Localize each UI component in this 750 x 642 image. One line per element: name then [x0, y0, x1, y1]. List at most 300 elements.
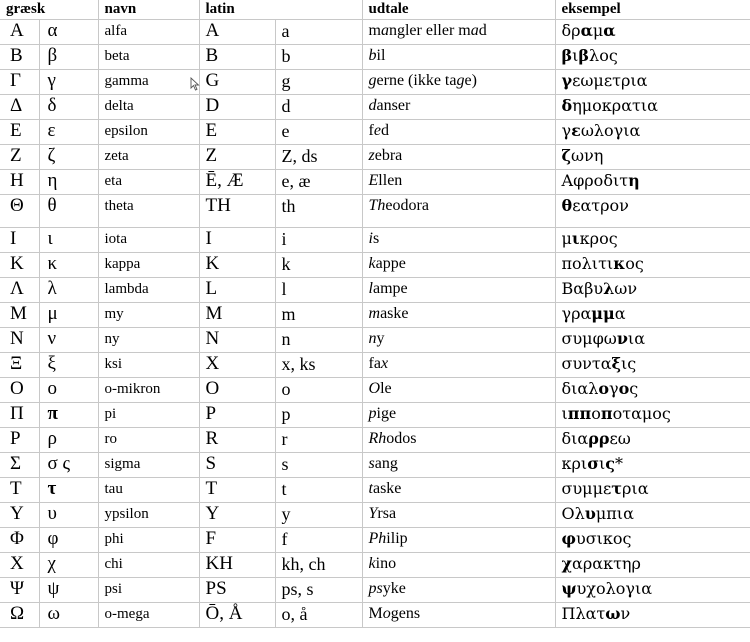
latin-lowercase-cell: e: [275, 120, 362, 145]
pronunciation-highlight: s: [368, 455, 375, 472]
greek-lowercase-cell: ο: [39, 378, 98, 403]
pronunciation-text: e): [464, 72, 477, 89]
table-row: [0, 170, 750, 195]
pronunciation-cell: [362, 603, 555, 628]
greek-uppercase-cell: Ξ: [0, 353, 39, 378]
example-highlight: η: [628, 171, 640, 190]
latin-uppercase-cell: KH: [199, 553, 275, 578]
greek-uppercase-cell: Ν: [0, 328, 39, 353]
greek-uppercase-cell: Ω: [0, 603, 39, 628]
example-word-cell: [555, 553, 750, 578]
example-highlight: κ: [613, 254, 626, 273]
pronunciation-cell: [362, 278, 555, 303]
pronunciation-cell: [362, 228, 555, 253]
example-text: ος: [625, 254, 644, 273]
pronunciation-cell: [362, 503, 555, 528]
example-highlight: α: [580, 21, 593, 40]
header-row: [0, 0, 750, 20]
latin-uppercase-cell: F: [199, 528, 275, 553]
pronunciation-text: y: [376, 330, 385, 347]
pronunciation-text: ngler eller m: [388, 22, 471, 39]
example-text: α: [614, 304, 626, 323]
greek-lowercase-cell: ν: [39, 328, 98, 353]
example-text: Βαβυ: [561, 279, 604, 298]
example-text: υσικος: [576, 529, 632, 548]
example-highlight: ω: [605, 604, 621, 623]
example-highlight: ν: [616, 329, 628, 348]
pronunciation-cell: [362, 120, 555, 145]
pronunciation-text: le: [380, 380, 392, 397]
pronunciation-cell: [362, 253, 555, 278]
example-word-cell: [555, 20, 750, 45]
pronunciation-text: eodora: [385, 197, 429, 214]
greek-uppercase-cell: Ε: [0, 120, 39, 145]
latin-uppercase-cell: A: [199, 20, 275, 45]
greek-uppercase-cell: Κ: [0, 253, 39, 278]
example-word-cell: [555, 478, 750, 503]
table-row: [0, 303, 750, 328]
pronunciation-cell: [362, 70, 555, 95]
greek-uppercase-cell: Μ: [0, 303, 39, 328]
pronunciation-cell: [362, 453, 555, 478]
table-row: [0, 70, 750, 95]
pronunciation-text: d: [478, 22, 487, 39]
table-row: [0, 278, 750, 303]
example-text: υχολογια: [576, 579, 653, 598]
pronunciation-text: ilip: [386, 530, 408, 547]
pronunciation-highlight: g: [368, 72, 377, 89]
example-text: ρια: [622, 479, 649, 498]
greek-uppercase-cell: Ι: [0, 228, 39, 253]
greek-lowercase-cell: ξ: [39, 353, 98, 378]
header-latin: latin: [199, 0, 362, 20]
table-row: [0, 253, 750, 278]
example-text: συμφω: [561, 329, 617, 348]
example-highlight: τ: [611, 479, 623, 498]
header-eksempel: eksempel: [555, 0, 750, 20]
pronunciation-cell: [362, 303, 555, 328]
pronunciation-cell: [362, 478, 555, 503]
latin-lowercase-cell: d: [275, 95, 362, 120]
pronunciation-text: gens: [390, 605, 421, 622]
table-row: [0, 503, 750, 528]
greek-lowercase-cell: ι: [39, 228, 98, 253]
example-text: ι: [599, 454, 606, 473]
pronunciation-highlight: e: [373, 122, 381, 139]
latin-lowercase-cell: g: [275, 70, 362, 95]
example-highlight: δ: [561, 96, 573, 115]
example-text: ο: [591, 404, 601, 423]
table-row: [0, 20, 750, 45]
greek-uppercase-cell: Ψ: [0, 578, 39, 603]
table-row: [0, 453, 750, 478]
greek-lowercase-cell: χ: [39, 553, 98, 578]
table-row: [0, 403, 750, 428]
pronunciation-text: f: [368, 122, 374, 139]
example-text: συμμε: [561, 479, 612, 498]
pronunciation-cell: [362, 45, 555, 70]
example-word-cell: [555, 195, 750, 228]
greek-lowercase-cell: κ: [39, 253, 98, 278]
pronunciation-text: m: [368, 22, 381, 39]
example-word-cell: [555, 503, 750, 528]
latin-uppercase-cell: O: [199, 378, 275, 403]
pronunciation-text: ebra: [374, 147, 403, 164]
example-highlight: υ: [584, 504, 596, 523]
pronunciation-text: erne (ikke ta: [376, 72, 457, 89]
latin-uppercase-cell: PS: [199, 578, 275, 603]
latin-lowercase-cell: f: [275, 528, 362, 553]
example-word-cell: [555, 303, 750, 328]
pronunciation-cell: [362, 528, 555, 553]
greek-lowercase-cell: ρ: [39, 428, 98, 453]
pronunciation-highlight: t: [368, 480, 373, 497]
greek-lowercase-cell: φ: [39, 528, 98, 553]
latin-uppercase-cell: Y: [199, 503, 275, 528]
example-word-cell: [555, 145, 750, 170]
example-text: μπια: [595, 504, 634, 523]
latin-lowercase-cell: r: [275, 428, 362, 453]
latin-uppercase-cell: E: [199, 120, 275, 145]
example-highlight: β: [578, 46, 590, 65]
pronunciation-text: odos: [386, 430, 417, 447]
pronunciation-cell: [362, 170, 555, 195]
greek-uppercase-cell: Β: [0, 45, 39, 70]
example-word-cell: [555, 578, 750, 603]
letter-name-cell: kappa: [98, 253, 199, 278]
pronunciation-highlight: b: [368, 47, 377, 64]
letter-name-cell: ny: [98, 328, 199, 353]
greek-lowercase-cell: ζ: [39, 145, 98, 170]
example-text: Αφροδιτ: [561, 171, 629, 190]
example-word-cell: [555, 528, 750, 553]
greek-uppercase-cell: Χ: [0, 553, 39, 578]
pronunciation-text: ige: [376, 405, 397, 422]
example-highlight: ζ: [561, 146, 571, 165]
example-highlight: μμ: [591, 304, 615, 323]
example-text: *: [615, 454, 624, 473]
pronunciation-highlight: Y: [368, 505, 378, 522]
greek-lowercase-cell: ε: [39, 120, 98, 145]
example-text: πολιτι: [561, 254, 614, 273]
pronunciation-highlight: ps: [368, 580, 383, 597]
pronunciation-cell: [362, 195, 555, 228]
example-text: κρος: [579, 229, 618, 248]
pronunciation-highlight: x: [380, 355, 389, 372]
pronunciation-text: anser: [376, 97, 411, 114]
example-text: ι: [572, 46, 579, 65]
example-text: Ολ: [561, 504, 585, 523]
table-row: [0, 378, 750, 403]
example-word-cell: [555, 228, 750, 253]
pronunciation-highlight: n: [368, 330, 377, 347]
latin-lowercase-cell: kh, ch: [275, 553, 362, 578]
letter-name-cell: theta: [98, 195, 199, 228]
greek-uppercase-cell: Θ: [0, 195, 39, 228]
greek-uppercase-cell: Τ: [0, 478, 39, 503]
pronunciation-text: M: [368, 605, 383, 622]
example-word-cell: [555, 328, 750, 353]
pronunciation-text: aske: [380, 305, 409, 322]
latin-uppercase-cell: M: [199, 303, 275, 328]
table-row: [0, 45, 750, 70]
greek-uppercase-cell: Α: [0, 20, 39, 45]
example-text: μ: [561, 229, 572, 248]
example-text: ημοκρατια: [572, 96, 658, 115]
example-highlight: α: [603, 21, 616, 40]
greek-lowercase-cell: π: [39, 403, 98, 428]
example-text: εατρον: [572, 196, 629, 215]
header-graesk: græsk: [0, 0, 98, 20]
latin-uppercase-cell: B: [199, 45, 275, 70]
table-row: [0, 228, 750, 253]
table-row: [0, 120, 750, 145]
example-highlight: β: [561, 46, 573, 65]
greek-uppercase-cell: Ο: [0, 378, 39, 403]
header-udtale: udtale: [362, 0, 555, 20]
greek-lowercase-cell: η: [39, 170, 98, 195]
greek-uppercase-cell: Σ: [0, 453, 39, 478]
pronunciation-text: rsa: [377, 505, 397, 522]
letter-name-cell: zeta: [98, 145, 199, 170]
pronunciation-highlight: l: [368, 280, 373, 297]
example-highlight: ο: [618, 379, 630, 398]
letter-name-cell: lambda: [98, 278, 199, 303]
letter-name-cell: epsilon: [98, 120, 199, 145]
example-text: μ: [592, 21, 604, 40]
pronunciation-text: d: [380, 122, 389, 139]
example-word-cell: [555, 45, 750, 70]
latin-lowercase-cell: s: [275, 453, 362, 478]
example-text: ωλογια: [580, 121, 641, 140]
latin-lowercase-cell: o: [275, 378, 362, 403]
example-text: εωμετρια: [572, 71, 648, 90]
latin-uppercase-cell: T: [199, 478, 275, 503]
latin-uppercase-cell: Ō, Å: [199, 603, 275, 628]
example-text: συντα: [561, 354, 612, 373]
greek-lowercase-cell: μ: [39, 303, 98, 328]
example-word-cell: [555, 453, 750, 478]
greek-lowercase-cell: ω: [39, 603, 98, 628]
latin-lowercase-cell: ps, s: [275, 578, 362, 603]
pronunciation-highlight: k: [368, 555, 376, 572]
latin-lowercase-cell: th: [275, 195, 362, 228]
pronunciation-highlight: E: [368, 172, 379, 189]
letter-name-cell: sigma: [98, 453, 199, 478]
greek-lowercase-cell: λ: [39, 278, 98, 303]
pronunciation-highlight: Th: [368, 197, 386, 214]
pronunciation-text: llen: [378, 172, 403, 189]
pronunciation-highlight: Ph: [368, 530, 387, 547]
example-highlight: ψ: [561, 579, 577, 598]
greek-lowercase-cell: γ: [39, 70, 98, 95]
example-highlight: χ: [561, 554, 573, 573]
pronunciation-highlight: o: [382, 605, 391, 622]
example-text: δια: [561, 429, 589, 448]
greek-uppercase-cell: Γ: [0, 70, 39, 95]
letter-name-cell: ypsilon: [98, 503, 199, 528]
example-text: γ: [561, 121, 572, 140]
example-word-cell: [555, 278, 750, 303]
example-text: ωνη: [571, 146, 604, 165]
example-word-cell: [555, 70, 750, 95]
example-highlight: θ: [561, 196, 573, 215]
latin-uppercase-cell: P: [199, 403, 275, 428]
table-row: [0, 428, 750, 453]
letter-name-cell: tau: [98, 478, 199, 503]
pronunciation-cell: [362, 378, 555, 403]
pronunciation-text: il: [376, 47, 386, 64]
letter-name-cell: delta: [98, 95, 199, 120]
example-word-cell: [555, 353, 750, 378]
pronunciation-highlight: Rh: [368, 430, 387, 447]
greek-uppercase-cell: Η: [0, 170, 39, 195]
pronunciation-highlight: k: [368, 255, 376, 272]
table-row: [0, 603, 750, 628]
pronunciation-cell: [362, 20, 555, 45]
pronunciation-text: ampe: [372, 280, 408, 297]
example-text: κρι: [561, 454, 588, 473]
example-highlight: ε: [571, 121, 581, 140]
example-highlight: ς: [605, 454, 616, 473]
latin-uppercase-cell: D: [199, 95, 275, 120]
letter-name-cell: iota: [98, 228, 199, 253]
latin-lowercase-cell: y: [275, 503, 362, 528]
latin-lowercase-cell: i: [275, 228, 362, 253]
greek-lowercase-cell: δ: [39, 95, 98, 120]
pronunciation-cell: [362, 553, 555, 578]
latin-uppercase-cell: Ē, Æ: [199, 170, 275, 195]
latin-lowercase-cell: Z, ds: [275, 145, 362, 170]
greek-lowercase-cell: θ: [39, 195, 98, 228]
latin-uppercase-cell: I: [199, 228, 275, 253]
table-row: [0, 553, 750, 578]
pronunciation-highlight: m: [368, 305, 381, 322]
greek-uppercase-cell: Φ: [0, 528, 39, 553]
letter-name-cell: o-mikron: [98, 378, 199, 403]
letter-name-cell: ksi: [98, 353, 199, 378]
pronunciation-highlight: g: [456, 72, 465, 89]
example-text: γρα: [561, 304, 592, 323]
example-word-cell: [555, 253, 750, 278]
pronunciation-cell: [362, 328, 555, 353]
example-text: ι: [561, 404, 568, 423]
pronunciation-text: yke: [382, 580, 406, 597]
example-highlight: ξ: [611, 354, 622, 373]
latin-lowercase-cell: n: [275, 328, 362, 353]
greek-uppercase-cell: Υ: [0, 503, 39, 528]
pronunciation-cell: [362, 403, 555, 428]
greek-lowercase-cell: ψ: [39, 578, 98, 603]
example-word-cell: [555, 95, 750, 120]
latin-lowercase-cell: t: [275, 478, 362, 503]
table-row: [0, 478, 750, 503]
example-text: δρ: [561, 21, 581, 40]
example-text: ων: [614, 279, 638, 298]
letter-name-cell: beta: [98, 45, 199, 70]
letter-name-cell: chi: [98, 553, 199, 578]
example-highlight: ρρ: [588, 429, 610, 448]
latin-lowercase-cell: p: [275, 403, 362, 428]
example-text: εω: [609, 429, 631, 448]
letter-name-cell: psi: [98, 578, 199, 603]
example-text: ια: [627, 329, 645, 348]
latin-lowercase-cell: x, ks: [275, 353, 362, 378]
latin-lowercase-cell: k: [275, 253, 362, 278]
greek-lowercase-cell: α: [39, 20, 98, 45]
latin-uppercase-cell: X: [199, 353, 275, 378]
pronunciation-text: aske: [372, 480, 402, 497]
greek-uppercase-cell: Ρ: [0, 428, 39, 453]
example-word-cell: [555, 120, 750, 145]
table-row: [0, 95, 750, 120]
letter-name-cell: gamma: [98, 70, 199, 95]
latin-uppercase-cell: S: [199, 453, 275, 478]
pronunciation-text: fa: [368, 355, 381, 372]
latin-uppercase-cell: N: [199, 328, 275, 353]
table-body: [0, 20, 750, 628]
letter-name-cell: alfa: [98, 20, 199, 45]
greek-uppercase-cell: Λ: [0, 278, 39, 303]
pronunciation-text: s: [372, 230, 380, 247]
pronunciation-cell: [362, 428, 555, 453]
letter-name-cell: my: [98, 303, 199, 328]
letter-name-cell: ro: [98, 428, 199, 453]
pronunciation-cell: [362, 95, 555, 120]
example-highlight: ι: [571, 229, 580, 248]
table-row: [0, 328, 750, 353]
pronunciation-highlight: p: [368, 405, 377, 422]
pronunciation-text: ang: [374, 455, 398, 472]
example-word-cell: [555, 428, 750, 453]
pronunciation-highlight: a: [380, 22, 389, 39]
greek-uppercase-cell: Δ: [0, 95, 39, 120]
example-highlight: ο: [598, 379, 610, 398]
greek-uppercase-cell: Π: [0, 403, 39, 428]
example-text: γ: [609, 379, 619, 398]
table-row: [0, 578, 750, 603]
latin-uppercase-cell: TH: [199, 195, 275, 228]
example-highlight: π: [600, 404, 613, 423]
table-row: [0, 528, 750, 553]
example-text: διαλ: [561, 379, 599, 398]
example-word-cell: [555, 603, 750, 628]
greek-lowercase-cell: σ ς: [39, 453, 98, 478]
example-highlight: λ: [603, 279, 615, 298]
greek-uppercase-cell: Ζ: [0, 145, 39, 170]
letter-name-cell: o-mega: [98, 603, 199, 628]
pronunciation-text: ino: [375, 555, 397, 572]
mouse-cursor-icon: [190, 77, 200, 91]
pronunciation-cell: [362, 578, 555, 603]
pronunciation-text: appe: [375, 255, 406, 272]
latin-uppercase-cell: R: [199, 428, 275, 453]
table-row: [0, 195, 750, 228]
example-text: λος: [589, 46, 618, 65]
latin-lowercase-cell: a: [275, 20, 362, 45]
example-word-cell: [555, 403, 750, 428]
example-word-cell: [555, 378, 750, 403]
pronunciation-highlight: a: [470, 22, 479, 39]
example-text: αρακτηρ: [572, 554, 641, 573]
example-text: οταμος: [612, 404, 671, 423]
example-text: ις: [621, 354, 637, 373]
latin-uppercase-cell: Z: [199, 145, 275, 170]
example-text: ς: [629, 379, 639, 398]
example-text: Πλατ: [561, 604, 606, 623]
greek-lowercase-cell: υ: [39, 503, 98, 528]
latin-lowercase-cell: e, æ: [275, 170, 362, 195]
